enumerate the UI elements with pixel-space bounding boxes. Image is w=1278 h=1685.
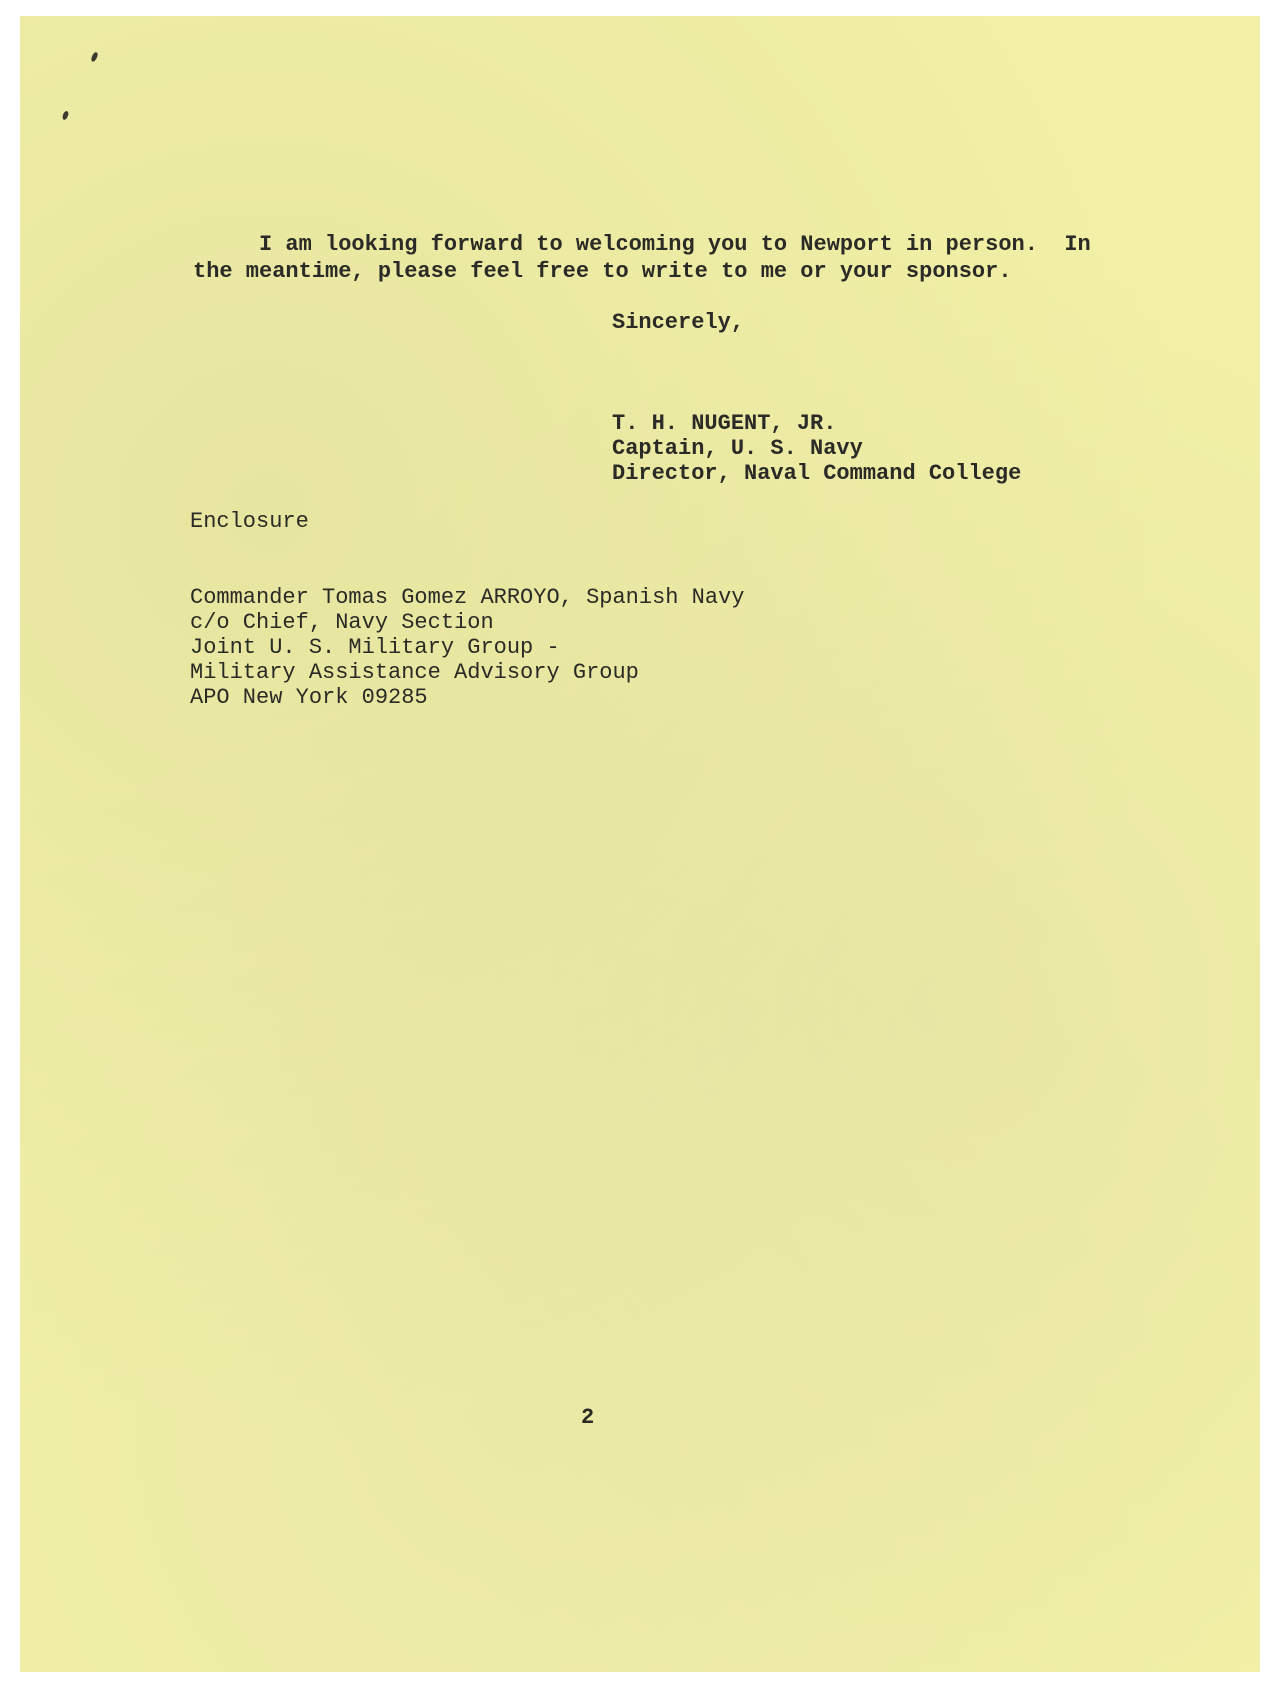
recipient-line: Joint U. S. Military Group - bbox=[190, 635, 560, 660]
signer-title: Director, Naval Command College bbox=[612, 461, 1022, 486]
recipient-line: APO New York 09285 bbox=[190, 685, 428, 710]
page-number: 2 bbox=[581, 1405, 595, 1430]
recipient-line: Commander Tomas Gomez ARROYO, Spanish Navy bbox=[190, 585, 745, 610]
signer-rank: Captain, U. S. Navy bbox=[612, 436, 863, 461]
letter-page bbox=[20, 16, 1260, 1672]
body-paragraph-line-1: I am looking forward to welcoming you to Newport in person. In bbox=[193, 232, 1091, 257]
closing-salutation: Sincerely, bbox=[612, 310, 745, 335]
enclosure-note: Enclosure bbox=[190, 509, 309, 534]
body-paragraph-line-2: the meantime, please feel free to write to me or your sponsor. bbox=[193, 259, 1012, 284]
ink-speck-mark bbox=[90, 51, 98, 62]
ink-speck-mark bbox=[62, 111, 69, 121]
signer-name: T. H. NUGENT, JR. bbox=[612, 411, 837, 436]
recipient-line: Military Assistance Advisory Group bbox=[190, 660, 639, 685]
recipient-line: c/o Chief, Navy Section bbox=[190, 610, 494, 635]
